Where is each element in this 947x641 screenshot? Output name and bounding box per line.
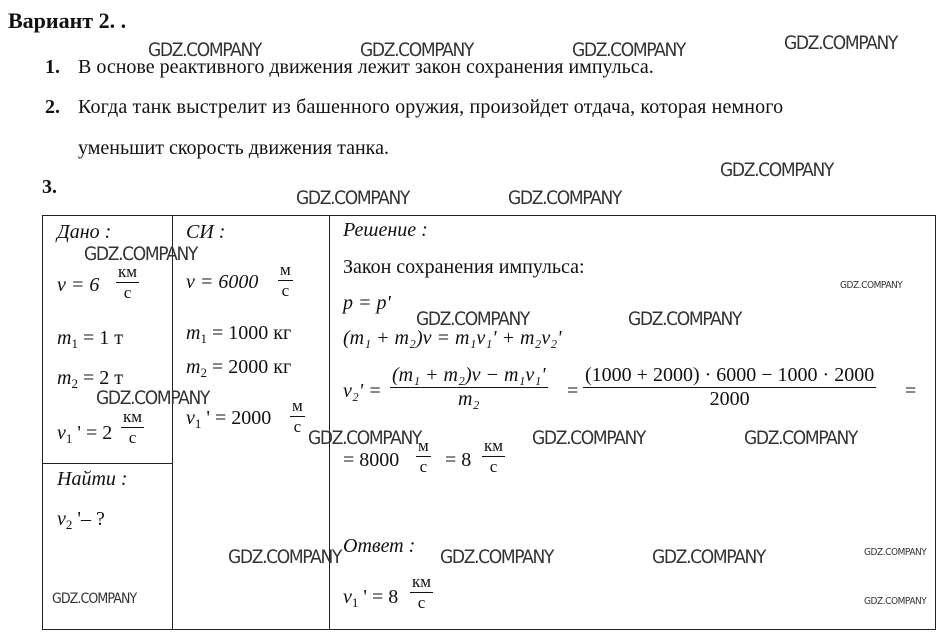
- find-v2: $v_2$ '– ?: [57, 508, 105, 532]
- watermark: GDZ.COMPANY: [148, 39, 262, 61]
- watermark: GDZ.COMPANY: [228, 546, 342, 568]
- solution-eq3-lhs: v₂' =: [343, 380, 382, 402]
- watermark: GDZ.COMPANY: [532, 427, 646, 449]
- item-1-number: 1.: [45, 56, 60, 78]
- watermark: GDZ.COMPANY: [784, 32, 898, 54]
- watermark: GDZ.COMPANY: [440, 546, 554, 568]
- find-header: Найти :: [57, 468, 128, 490]
- watermark: GDZ.COMPANY: [864, 547, 927, 558]
- watermark: GDZ.COMPANY: [744, 427, 858, 449]
- answer-v1: $v_1$ ' = 8: [343, 586, 399, 610]
- given-v: v = 6: [57, 274, 100, 296]
- divider-given-find: [42, 463, 173, 464]
- divider-given-si: [172, 215, 173, 630]
- watermark: GDZ.COMPANY: [52, 591, 137, 607]
- solution-eq4-unit1: м с: [418, 436, 429, 476]
- solution-header: Решение :: [343, 219, 428, 241]
- watermark: GDZ.COMPANY: [652, 546, 766, 568]
- solution-eq4-value: = 8000: [343, 449, 400, 471]
- solution-eq1: p = p': [343, 292, 391, 314]
- given-m2: $m_2 = 2$ т: [57, 367, 123, 391]
- watermark: GDZ.COMPANY: [360, 39, 474, 61]
- item-2-text-line2: уменьшит скорость движения танка.: [78, 137, 389, 159]
- solution-eq3-equals: =: [567, 380, 579, 402]
- answer-v1-unit: км с: [412, 572, 432, 612]
- watermark: GDZ.COMPANY: [840, 280, 903, 291]
- watermark: GDZ.COMPANY: [84, 243, 198, 265]
- solution-law: Закон сохранения импульса:: [343, 256, 585, 278]
- item-2-text-line1: Когда танк выстрелит из башенного оружия, произойдет отдача, которая немного: [78, 96, 784, 118]
- watermark: GDZ.COMPANY: [508, 187, 622, 209]
- item-3-number: 3.: [42, 176, 57, 198]
- watermark: GDZ.COMPANY: [308, 427, 422, 449]
- si-m2: $m_2 = 2000$ кг: [186, 356, 292, 380]
- si-v: v = 6000: [186, 271, 259, 293]
- solution-eq4-unit2: км с: [484, 436, 504, 476]
- si-v-unit: м с: [280, 260, 291, 300]
- si-header: СИ :: [186, 221, 226, 243]
- watermark: GDZ.COMPANY: [864, 596, 927, 607]
- solution-eq4-result: = 8: [445, 449, 472, 471]
- si-v1-unit: м с: [292, 396, 303, 436]
- given-header: Дано :: [57, 221, 112, 243]
- item-2-number: 2.: [45, 96, 60, 118]
- si-v1: $v_1$ ' = 2000: [186, 407, 272, 431]
- given-v-unit: км с: [118, 262, 138, 302]
- watermark: GDZ.COMPANY: [628, 308, 742, 330]
- given-v1: $v_1$ ' = 2: [57, 422, 113, 446]
- item-1-text: В основе реактивного движения лежит закон сохранения импульса.: [78, 56, 654, 78]
- solution-eq3-end: =: [905, 380, 917, 402]
- watermark: GDZ.COMPANY: [296, 187, 410, 209]
- watermark: GDZ.COMPANY: [416, 308, 530, 330]
- given-v1-unit: км с: [123, 407, 143, 447]
- watermark: GDZ.COMPANY: [720, 159, 834, 181]
- watermark: GDZ.COMPANY: [96, 387, 210, 409]
- solution-eq2: (m₁ + m₂)v = m₁v₁' + m₂v₂': [343, 327, 562, 349]
- solution-eq3-fraction-symbolic: $\frac{\text{(m₁ + m₂)v − m₁v₁'}}{\text{m₂}}$: [392, 364, 546, 410]
- given-m1: $m_1 = 1$ т: [57, 327, 123, 351]
- answer-header: Ответ :: [343, 535, 416, 557]
- solution-eq3-fraction-numeric: $\frac{(1000 + 2000) \cdot 6000 - 1000 \cdot 2000}{2000}$: [585, 364, 875, 410]
- watermark: GDZ.COMPANY: [572, 39, 686, 61]
- si-m1: $m_1 = 1000$ кг: [186, 322, 292, 346]
- page-title: Вариант 2. .: [8, 8, 127, 33]
